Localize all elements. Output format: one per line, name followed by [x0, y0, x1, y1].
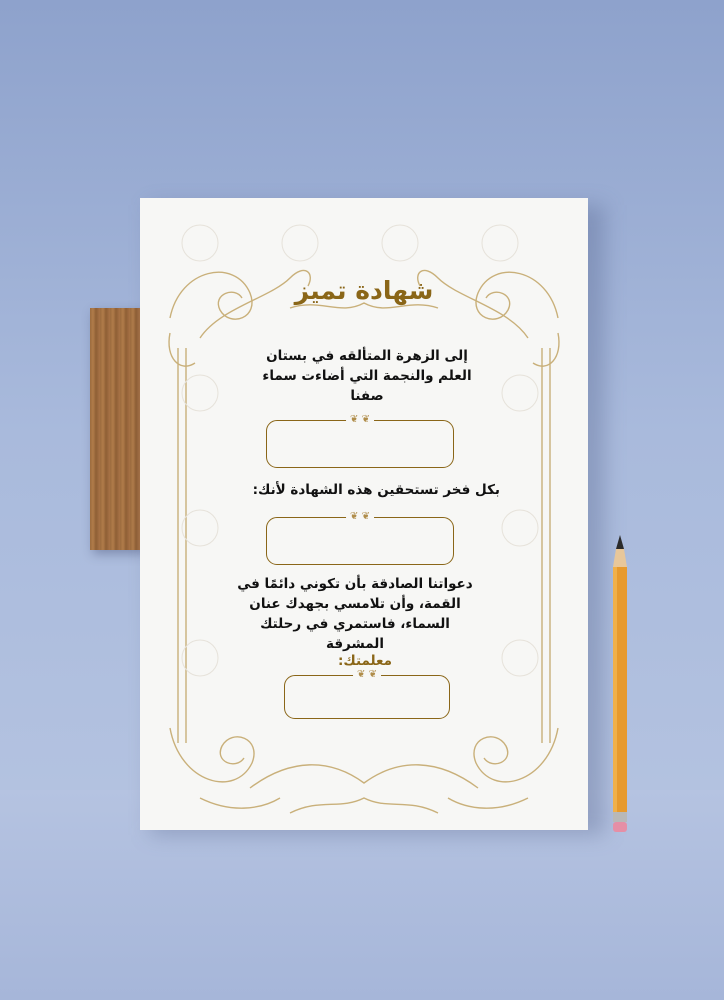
scroll-divider-icon: ❦ ❦: [346, 512, 374, 522]
certificate-title: شهادة تميز: [294, 276, 434, 305]
reason-box[interactable]: [266, 511, 454, 565]
certificate-paper: [140, 198, 588, 830]
teacher-label: معلمتك:: [337, 653, 393, 669]
scroll-divider-icon: ❦ ❦: [353, 670, 381, 680]
wood-block-icon: [90, 308, 145, 550]
pencil-icon: [608, 535, 632, 835]
wishes-text: دعواتنا الصادقة بأن تكوني دائمًا في القمة، وأن تلامسي بجهدك عنان السماء، فاستمري في رحلتك المشرقة: [237, 576, 473, 652]
scroll-divider-icon: ❦ ❦: [346, 415, 374, 425]
intro-text: إلى الزهرة المتألقه في بستان العلم والنجمة التي أضاءت سماء صفنا: [262, 348, 472, 404]
deserve-text: بكل فخر تستحقين هذه الشهادة لأنك:: [252, 482, 500, 498]
teacher-box[interactable]: [284, 669, 450, 719]
name-box[interactable]: [266, 414, 454, 468]
